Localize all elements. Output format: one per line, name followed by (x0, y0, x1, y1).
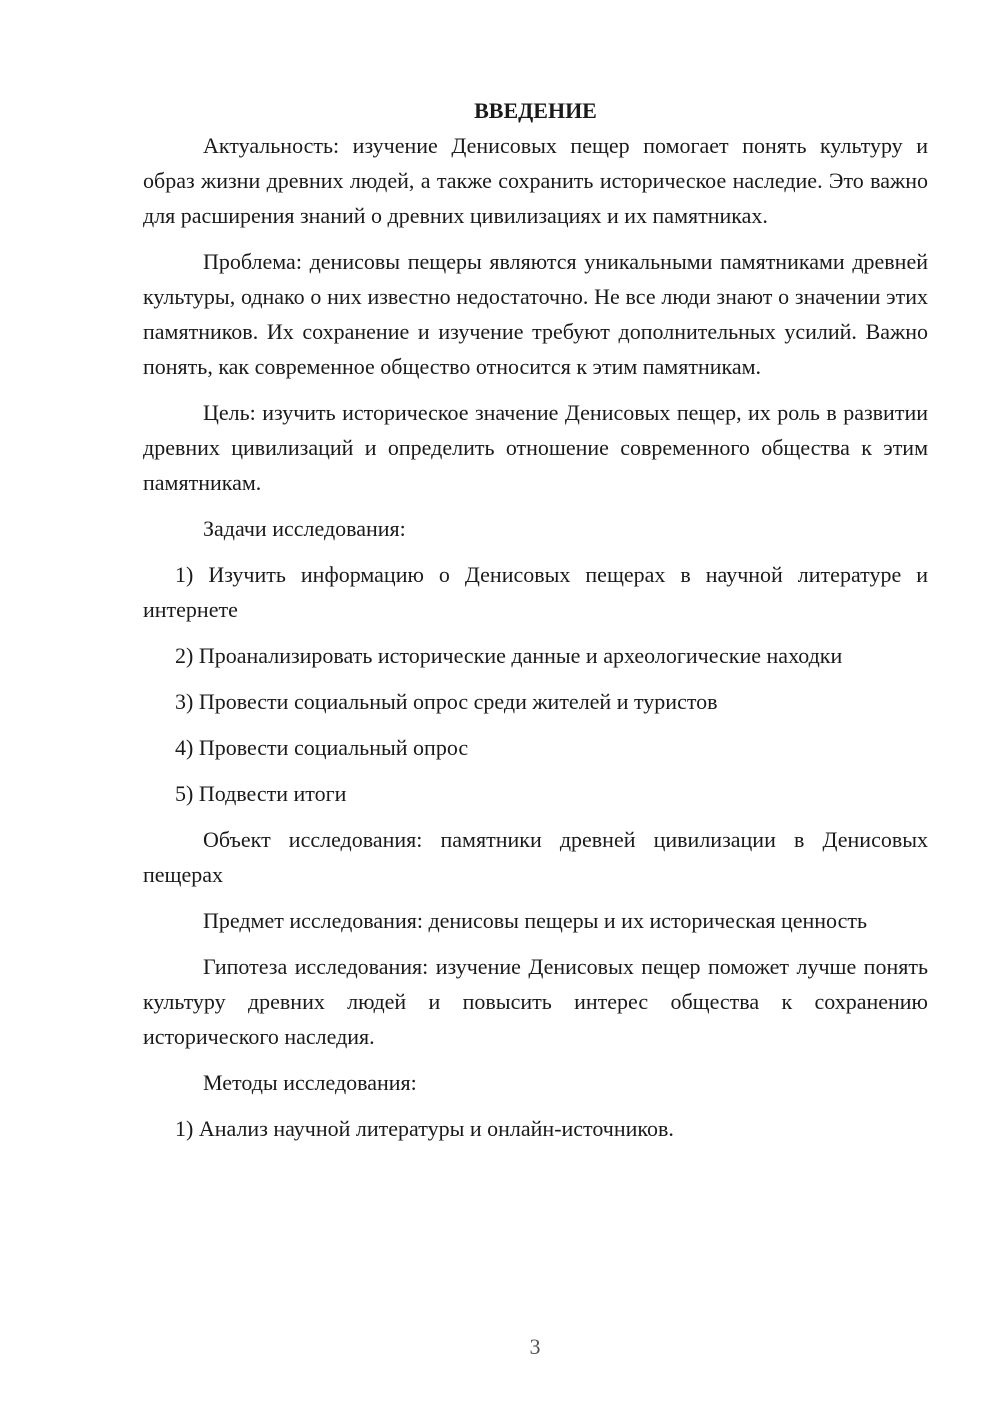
section-heading: ВВЕДЕНИЕ (474, 98, 597, 123)
task-item-5: 5) Подвести итоги (175, 781, 347, 806)
page-number: 3 (529, 1334, 541, 1359)
problem-paragraph: Проблема: денисовы пещеры являются уникальными памятниками древней культуры, однако о них известно недостаточно. Не все люди знают о значении этих памятников. Их сохранение и изучение требуют дополнительных усилий. Важно понять, как современное общество относится к этим памятникам. (143, 249, 928, 379)
tasks-title: Задачи исследования: (203, 516, 406, 541)
task-item-2: 2) Проанализировать исторические данные и археологические находки (175, 643, 843, 668)
task-item-4: 4) Провести социальный опрос (175, 735, 469, 760)
methods-title: Методы исследования: (203, 1070, 417, 1095)
method-item-1: 1) Анализ научной литературы и онлайн-источников. (175, 1116, 674, 1141)
object-paragraph: Объект исследования: памятники древней цивилизации в Денисовых пещерах (143, 827, 928, 887)
document-page (143, 93, 928, 1157)
subject-paragraph: Предмет исследования: денисовы пещеры и их историческая ценность (203, 908, 868, 933)
relevance-paragraph: Актуальность: изучение Денисовых пещер помогает понять культуру и образ жизни древних людей, а также сохранить историческое наследие. Это важно для расширения знаний о древних цивилизациях и их памятниках. (143, 133, 928, 228)
goal-paragraph: Цель: изучить историческое значение Денисовых пещер, их роль в развитии древних цивилизаций и определить отношение современного общества к этим памятникам. (143, 400, 928, 495)
task-item-1: 1) Изучить информацию о Денисовых пещерах в научной литературе и интернете (143, 562, 928, 622)
hypothesis-paragraph: Гипотеза исследования: изучение Денисовых пещер поможет лучше понять культуру древних людей и повысить интерес общества к сохранению исторического наследия. (143, 954, 928, 1049)
task-item-3: 3) Провести социальный опрос среди жителей и туристов (175, 689, 718, 714)
